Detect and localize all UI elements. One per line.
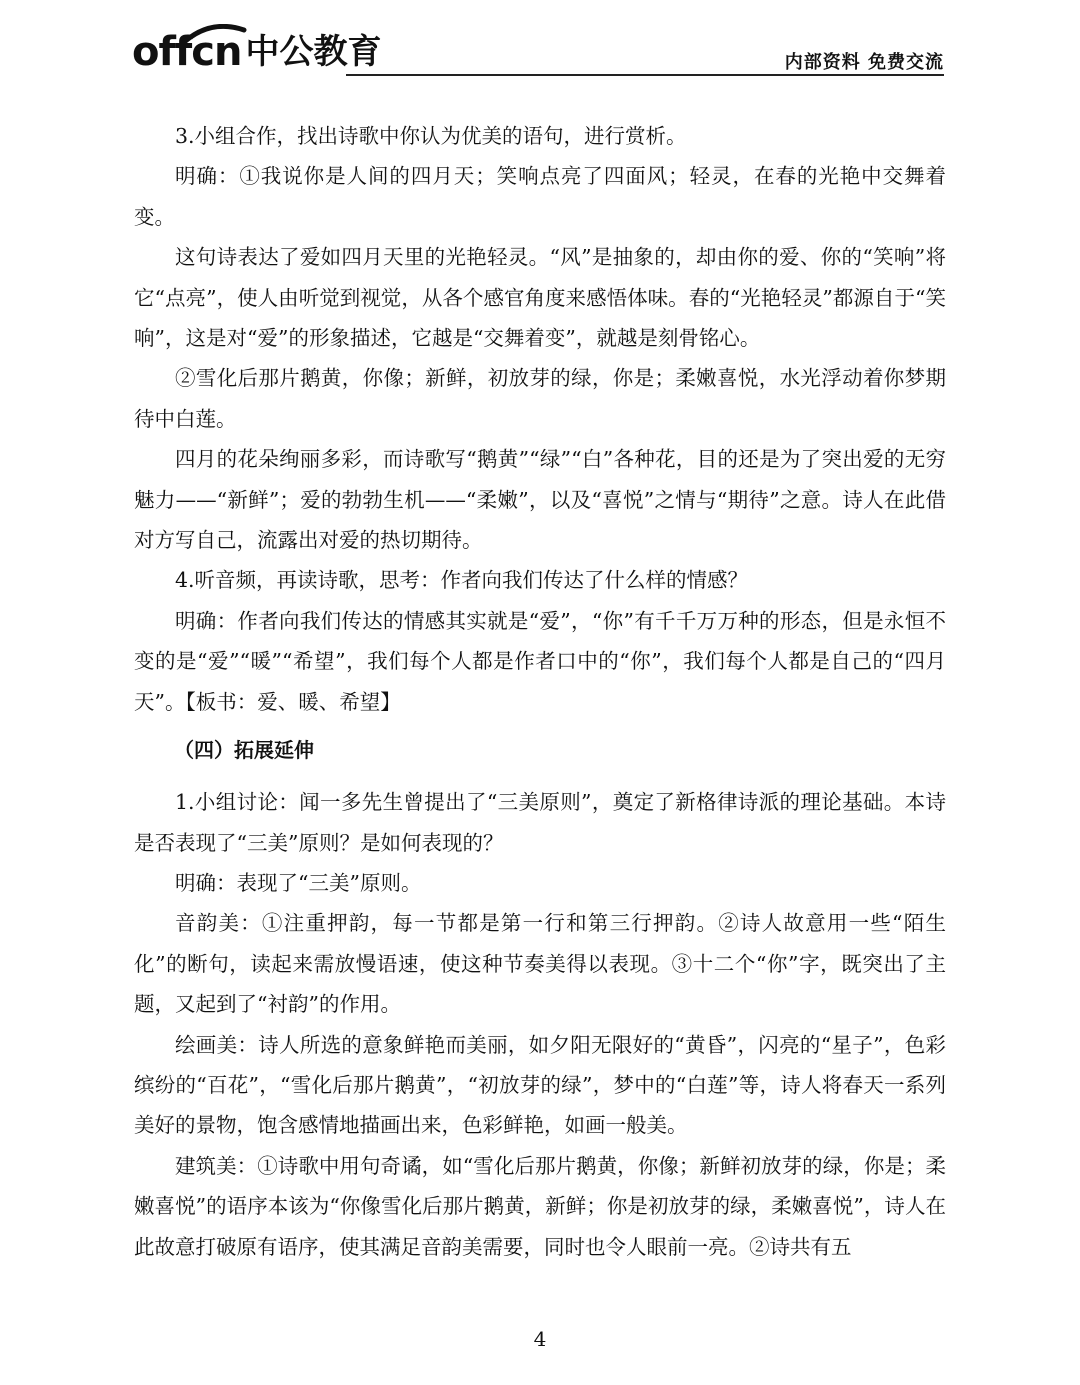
paragraph: 明确：作者向我们传达的情感其实就是“爱”，“你”有千千万万种的形态，但是永恒不变的是“爱”“暖”“希望”，我们每个人都是作者口中的“你”，我们每个人都是自己的“四月天”。【板书：爱、暖、希望】 [134, 608, 946, 714]
paragraph: 3.小组合作，找出诗歌中你认为优美的语句，进行赏析。 [175, 124, 687, 148]
page-header [132, 24, 944, 80]
paragraph: 四月的花朵绚丽多彩，而诗歌写“鹅黄”“绿”“白”各种花，目的还是为了突出爱的无穷魅力——“新鲜”；爱的勃勃生机——“柔嫩”，以及“喜悦”之情与“期待”之意。诗人在此借对方写自己，流露出对爱的热切期待。 [134, 447, 946, 553]
section-heading: （四）拓展延伸 [174, 738, 314, 763]
logo-chinese-text: 中公教育 [245, 32, 382, 72]
paragraph: 明确：表现了“三美”原则。 [175, 870, 422, 895]
paragraph: 音韵美：①注重押韵，每一节都是第一行和第三行押韵。②诗人故意用一些“陌生化”的断句，读起来需放慢语速，使这种节奏美得以表现。③十二个“你”字，既突出了主题，又起到了“衬韵”的作用。 [134, 911, 946, 1017]
header-tagline: 内部资料 免费交流 [784, 52, 944, 73]
page-number: 4 [533, 1327, 547, 1351]
document-body [134, 116, 946, 1267]
paragraph: 1.小组讨论：闻一多先生曾提出了“三美原则”，奠定了新格律诗派的理论基础。本诗是否表现了“三美”原则？是如何表现的？ [134, 790, 946, 855]
paragraph: 明确：①我说你是人间的四月天；笑响点亮了四面风；轻灵，在春的光艳中交舞着变。 [134, 164, 946, 229]
paragraph: 4.听音频，再读诗歌，思考：作者向我们传达了什么样的情感？ [175, 568, 749, 593]
header-divider [346, 74, 944, 76]
logo-swoosh-icon [178, 24, 248, 50]
paragraph: 这句诗表达了爱如四月天里的光艳轻灵。“风”是抽象的，却由你的爱、你的“笑响”将它“点亮”，使人由听觉到视觉，从各个感官角度来感悟体味。春的“光艳轻灵”都源自于“笑响”，这是对“爱”的形象描述，它越是“交舞着变”，就越是刻骨铭心。 [134, 245, 946, 351]
logo-latin-text: offcn [132, 29, 242, 75]
paragraph: ②雪化后那片鹅黄，你像；新鲜，初放芽的绿，你是；柔嫩喜悦，水光浮动着你梦期待中白莲。 [134, 366, 946, 431]
paragraph: 建筑美：①诗歌中用句奇谲，如“雪化后那片鹅黄，你像；新鲜初放芽的绿，你是；柔嫩喜悦”的语序本该为“你像雪化后那片鹅黄，新鲜；你是初放芽的绿，柔嫩喜悦”，诗人在此故意打破原有语序，使其满足音韵美需要，同时也令人眼前一亮。②诗共有五 [134, 1153, 946, 1259]
paragraph: 绘画美：诗人所选的意象鲜艳而美丽，如夕阳无限好的“黄昏”，闪亮的“星子”，色彩缤纷的“百花”，“雪化后那片鹅黄”，“初放芽的绿”，梦中的“白莲”等，诗人将春天一系列美好的景物，饱含感情地描画出来，色彩鲜艳，如画一般美。 [134, 1032, 946, 1138]
offcn-logo [132, 26, 381, 76]
